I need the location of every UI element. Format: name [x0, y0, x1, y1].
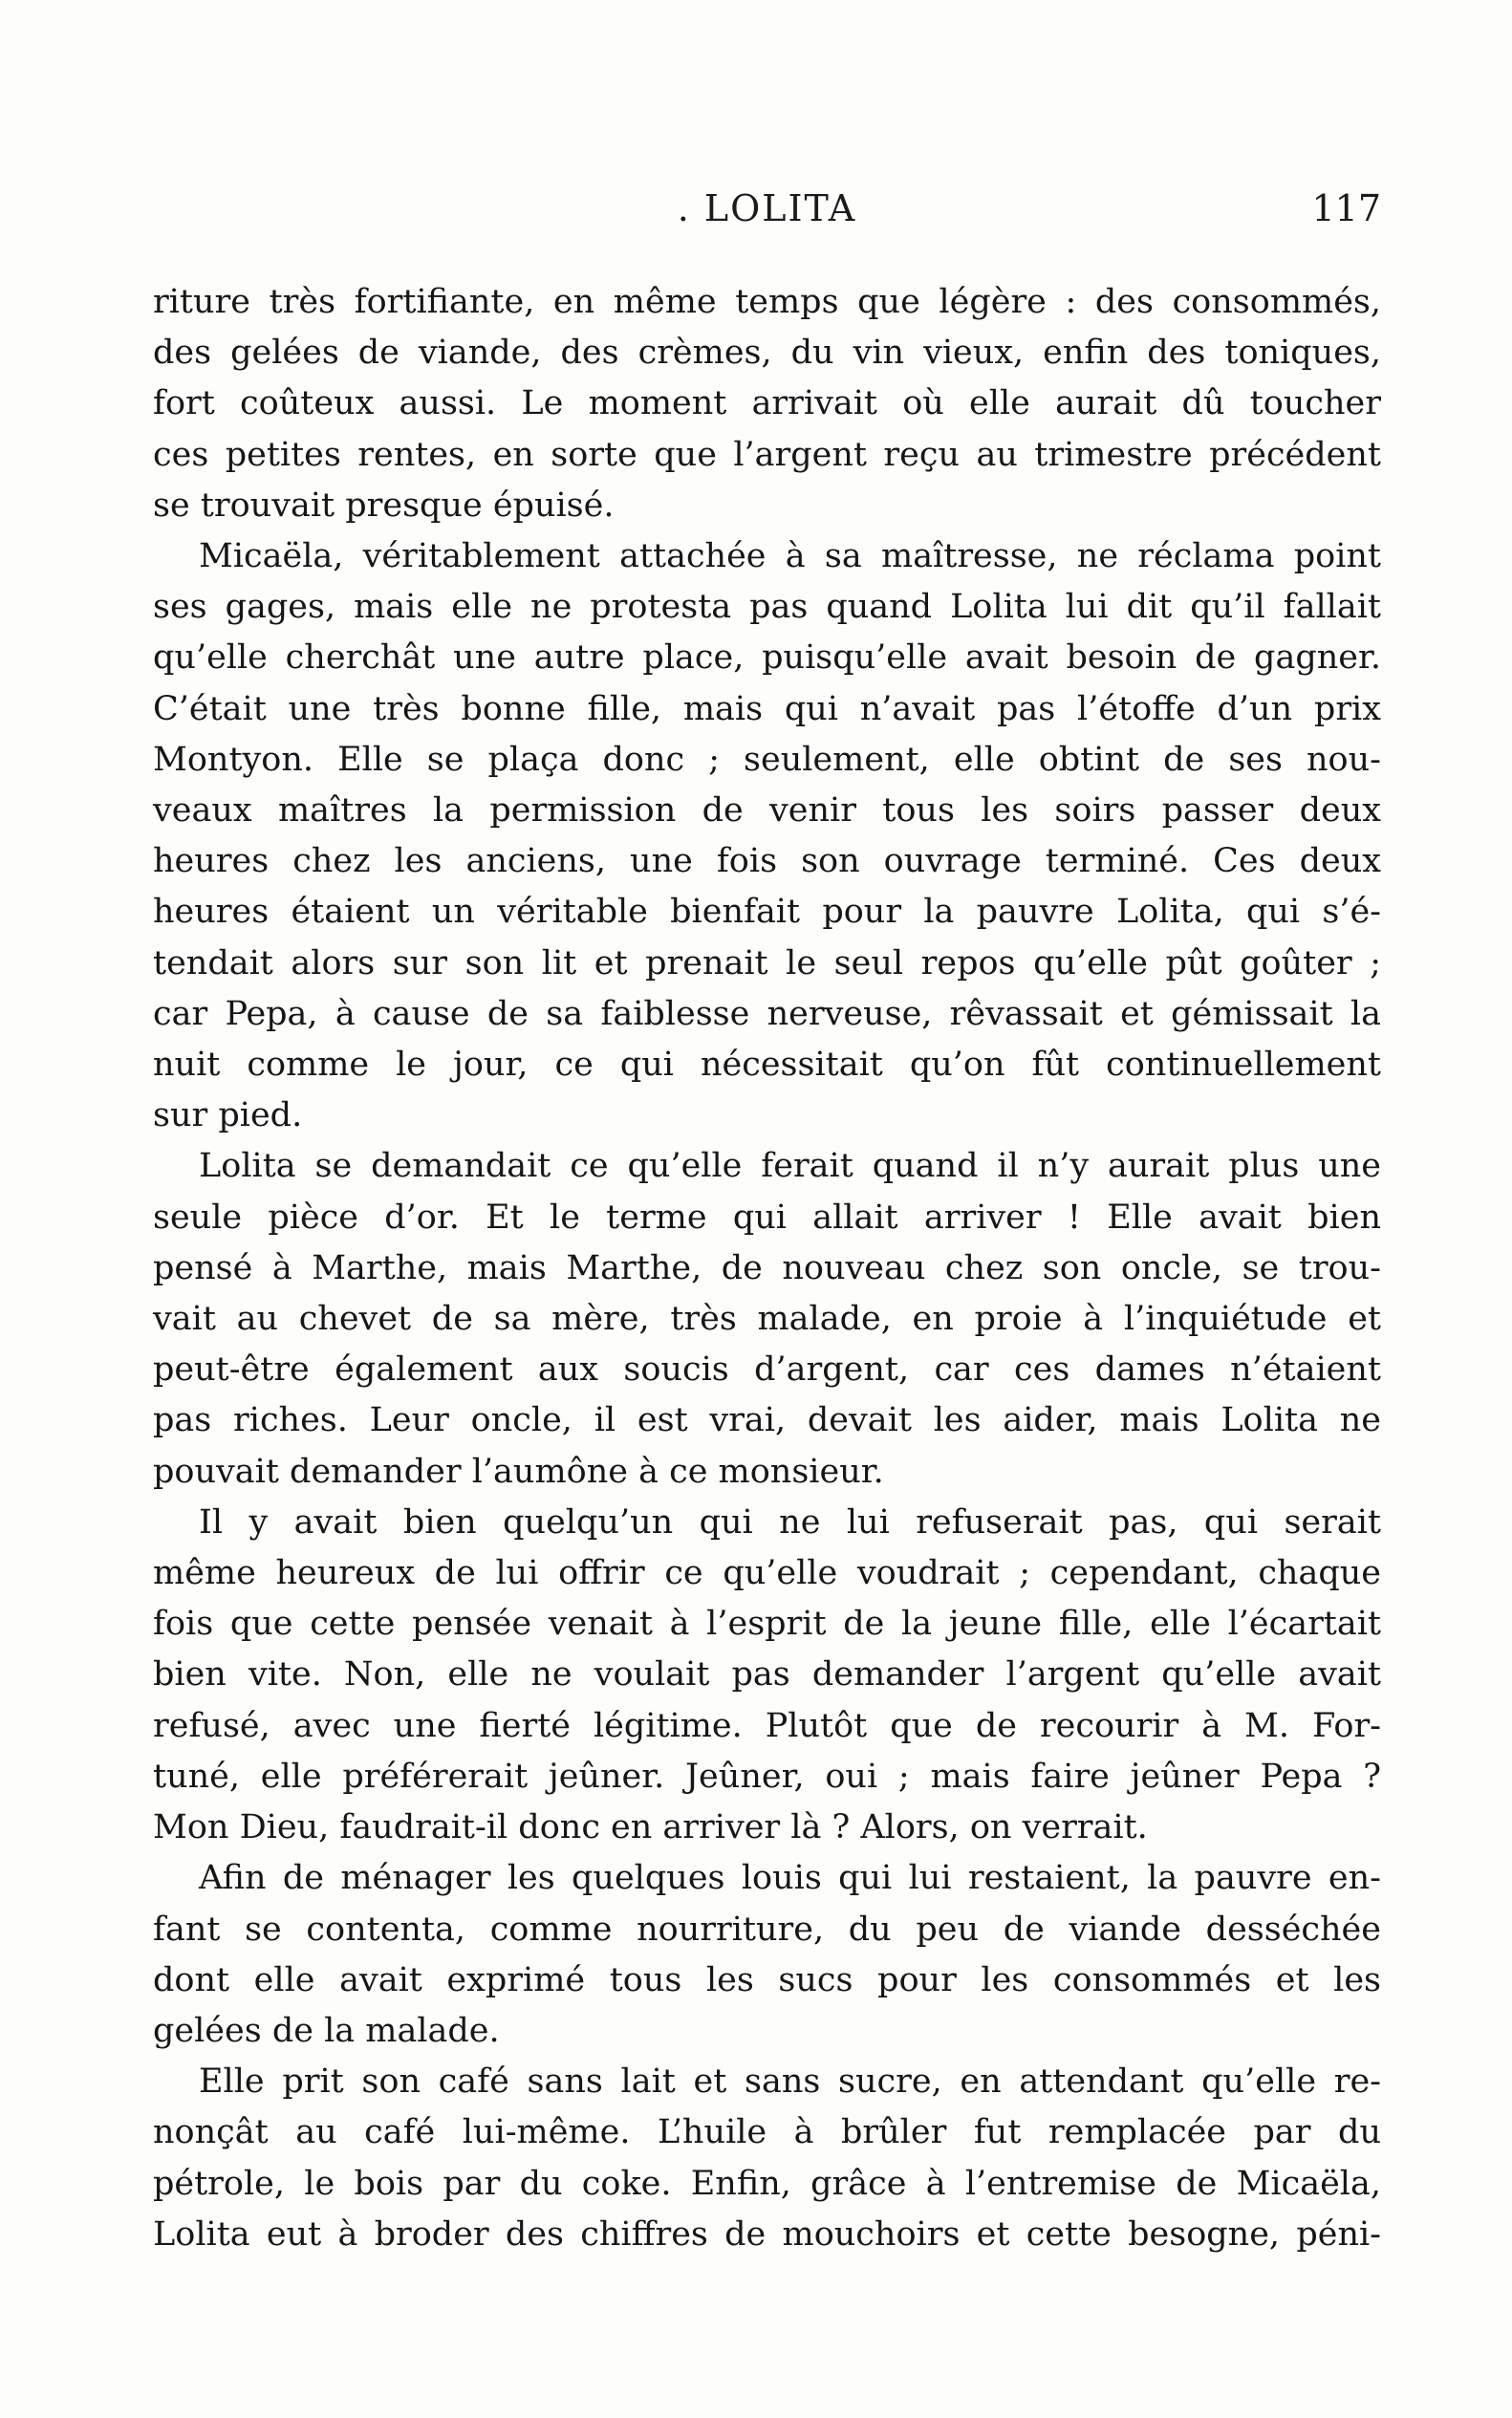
text-line: veaux maîtres la permission de venir tous les soirs passer deux: [153, 791, 1381, 831]
text-line: nonçât au café lui-même. L’huile à brûler fut remplacée par du: [153, 2113, 1381, 2152]
text-line: fort coûteux aussi. Le moment arrivait où elle aurait dû toucher: [153, 384, 1381, 423]
text-line: C’était une très bonne fille, mais qui n’avait pas l’étoffe d’un prix: [153, 689, 1381, 728]
text-line: se trouvait presque épuisé.: [153, 486, 615, 525]
text-line: sur pied.: [153, 1096, 303, 1135]
text-line: pétrole, le bois par du coke. Enfin, grâce à l’entremise de Micaëla,: [153, 2164, 1381, 2203]
text-line: même heureux de lui offrir ce qu’elle voudrait ; cependant, chaque: [153, 1554, 1381, 1593]
text-line: Mon Dieu, faudrait-il donc en arriver là ? Alors, on verrait.: [153, 1808, 1148, 1847]
page-number: 117: [1311, 187, 1381, 229]
text-line: qu’elle cherchât une autre place, puisqu’elle avait besoin de gagner.: [153, 638, 1381, 678]
paragraph: [153, 531, 1381, 1141]
text-line: vait au chevet de sa mère, très malade, en proie à l’inquiétude et: [153, 1300, 1381, 1339]
text-line: heures chez les anciens, une fois son ouvrage terminé. Ces deux: [153, 842, 1381, 881]
text-line: pensé à Marthe, mais Marthe, de nouveau chez son oncle, se trou-: [153, 1248, 1381, 1287]
text-line: nuit comme le jour, ce qui nécessitait qu’on fût continuellement: [153, 1046, 1381, 1085]
running-title: . LOLITA: [677, 187, 857, 229]
text-line: Montyon. Elle se plaça donc ; seulement, elle obtint de ses nou-: [153, 740, 1381, 779]
paragraph: [153, 1853, 1381, 2057]
paragraph: [153, 1498, 1381, 1853]
text-line: gelées de la malade.: [153, 2011, 500, 2050]
text-line: des gelées de viande, des crèmes, du vin vieux, enfin des toniques,: [153, 334, 1381, 373]
text-line: Elle prit son café sans lait et sans sucre, en attendant qu’elle re-: [199, 2062, 1381, 2102]
text-line: refusé, avec une fierté légitime. Plutôt que de recourir à M. For-: [153, 1706, 1381, 1745]
text-line: seule pièce d’or. Et le terme qui allait arriver ! Elle avait bien: [153, 1198, 1381, 1237]
body-text: [153, 277, 1381, 2260]
text-line: Lolita se demandait ce qu’elle ferait quand il n’y aurait plus une: [199, 1147, 1381, 1186]
text-line: ces petites rentes, en sorte que l’argent reçu au trimestre précédent: [153, 435, 1381, 474]
text-line: fant se contenta, comme nourriture, du peu de viande desséchée: [153, 1910, 1381, 1949]
text-line: Il y avait bien quelqu’un qui ne lui refuserait pas, qui serait: [199, 1502, 1381, 1542]
text-line: tendait alors sur son lit et prenait le seul repos qu’elle pût goûter ;: [153, 943, 1381, 982]
text-line: car Pepa, à cause de sa faiblesse nerveuse, rêvassait et gémissait la: [153, 994, 1381, 1033]
text-line: pas riches. Leur oncle, il est vrai, devait les aider, mais Lolita ne: [153, 1401, 1381, 1440]
text-line: pouvait demander l’aumône à ce monsieur.: [153, 1452, 884, 1491]
text-line: riture très fortifiante, en même temps que légère : des consommés,: [153, 283, 1381, 321]
text-line: tuné, elle préférerait jeûner. Jeûner, oui ; mais faire jeûner Pepa ?: [153, 1757, 1381, 1796]
text-line: bien vite. Non, elle ne voulait pas demander l’argent qu’elle avait: [153, 1655, 1381, 1695]
text-line: ses gages, mais elle ne protesta pas quand Lolita lui dit qu’il fallait: [153, 588, 1381, 627]
text-line: fois que cette pensée venait à l’esprit de la jeune fille, elle l’écartait: [153, 1605, 1381, 1644]
text-line: Micaëla, véritablement attachée à sa maîtresse, ne réclama point: [199, 537, 1381, 576]
text-line: peut-être également aux soucis d’argent, car ces dames n’étaient: [153, 1350, 1381, 1390]
paragraph: [153, 1141, 1381, 1497]
text-line: heures étaient un véritable bienfait pour la pauvre Lolita, qui s’é-: [153, 893, 1381, 932]
text-line: Lolita eut à broder des chiffres de mouchoirs et cette besogne, péni-: [153, 2214, 1381, 2254]
paragraph: [153, 2057, 1381, 2260]
running-head: [153, 187, 1381, 245]
text-line: dont elle avait exprimé tous les sucs pour les consommés et les: [153, 1960, 1381, 1999]
text-line: Afin de ménager les quelques louis qui lui restaient, la pauvre en-: [199, 1859, 1381, 1898]
paragraph: [153, 277, 1381, 531]
